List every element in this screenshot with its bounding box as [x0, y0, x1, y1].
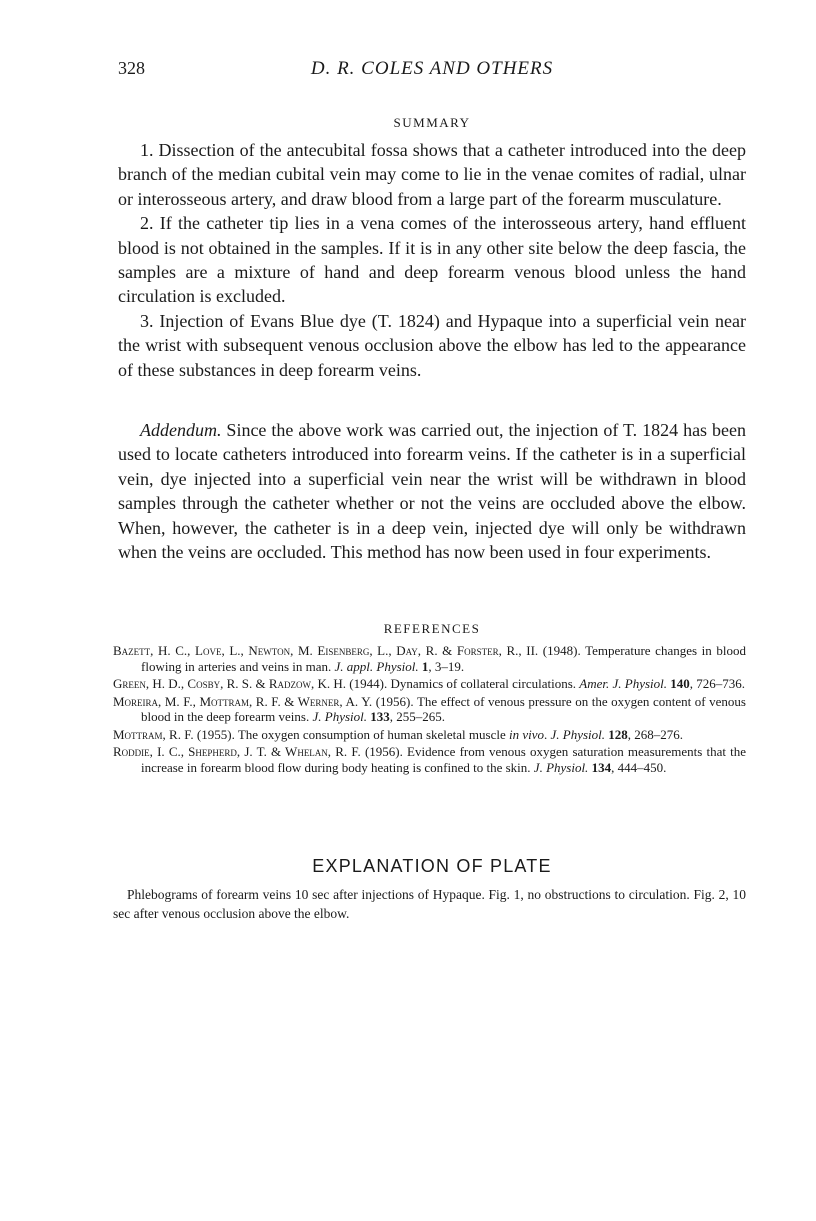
references-heading: REFERENCES	[383, 621, 481, 636]
reference-authors: Green, H. D., Cosby, R. S. & Radzow, K. H.	[113, 676, 347, 691]
reference-year: (1955).	[193, 726, 238, 742]
running-head: D. R. COLES AND OTHERS	[310, 58, 554, 79]
reference-item	[113, 676, 746, 692]
addendum-lead: Addendum.	[140, 420, 222, 440]
summary-item: 2. If the catheter tip lies in a vena comes of the interosseous artery, hand effluent blood is not obtained in the samples. If it is in any other site below the deep fascia, the samples are a mixture of hand and deep forearm venous blood unless the hand circulation is excluded.	[118, 213, 746, 307]
reference-volume: 1	[418, 658, 429, 674]
reference-journal: J. Physiol.	[533, 759, 589, 775]
summary-item: 1. Dissection of the antecubital fossa shows that a catheter introduced into the deep branch of the median cubital vein may come to lie in the venae comites of radial, ulnar or interosseous artery, and draw blood from a large part of the forearm musculature.	[118, 140, 746, 209]
reference-journal: J. Physiol.	[550, 726, 606, 742]
reference-journal: J. Physiol.	[312, 709, 367, 724]
reference-title: Temperature changes in blood flowing in arteries and veins in man.	[141, 643, 746, 674]
references-list	[113, 643, 746, 777]
reference-title: Dynamics of collateral circulations.	[390, 676, 580, 691]
reference-year: (1944).	[346, 676, 391, 691]
reference-authors: Bazett, H. C., Love, L., Newton, M. Eisenberg, L., Day, R. & Forster, R., II.	[113, 643, 539, 658]
reference-title-end: .	[544, 726, 551, 742]
addendum-text: Since the above work was carried out, the injection of T. 1824 has been used to locate catheters introduced into forearm veins. If the catheter is in a superficial vein, dye injected into a superficial vein near the wrist will be withdrawn in blood samples through the catheter whether or not the veins are occluded above the elbow. When, however, the catheter is in a deep vein, injected dye will only be withdrawn when the veins are occluded. This method has now been used in four experiments.	[118, 420, 746, 563]
reference-item	[113, 694, 746, 725]
reference-volume: 134	[588, 759, 612, 775]
reference-journal: Amer. J. Physiol.	[579, 676, 667, 691]
reference-title: The oxygen consumption of human skeletal muscle	[237, 726, 509, 742]
reference-year: (1956).	[360, 744, 408, 759]
page-number: 328	[118, 58, 145, 78]
summary-heading: SUMMARY	[393, 115, 471, 130]
reference-volume: 140	[667, 676, 690, 691]
page-header	[118, 58, 746, 84]
reference-title: The effect of venous pressure on the oxygen content of venous blood in the deep forearm veins.	[141, 693, 746, 724]
reference-item	[113, 643, 746, 674]
reference-pages: , 268–276.	[627, 726, 684, 742]
reference-item	[113, 727, 746, 743]
reference-year: (1948).	[538, 643, 586, 658]
reference-authors: Mottram, R. F.	[113, 726, 194, 742]
reference-pages: , 726–736.	[689, 676, 745, 691]
reference-journal: J. appl. Physiol.	[334, 658, 419, 674]
reference-year: (1956).	[372, 693, 417, 709]
reference-pages: , 255–265.	[389, 709, 445, 724]
summary-section	[118, 138, 746, 382]
summary-item: 3. Injection of Evans Blue dye (T. 1824) and Hypaque into a superficial vein near the wrist with subsequent venous occlusion above the elbow has led to the appearance of these substances in deep forearm veins.	[118, 310, 746, 380]
plate-heading: EXPLANATION OF PLATE	[312, 856, 552, 876]
reference-authors: Roddie, I. C., Shepherd, J. T. & Whelan, R. F.	[113, 744, 361, 759]
reference-title: Evidence from venous oxygen saturation measurements that the increase in forearm blood flow during body heating is confined to the skin.	[141, 744, 747, 775]
reference-pages: , 3–19.	[428, 658, 465, 674]
reference-volume: 128	[605, 726, 628, 742]
reference-authors: Moreira, M. F., Mottram, R. F. & Werner, A. Y.	[113, 693, 373, 709]
plate-caption: Phlebograms of forearm veins 10 sec after injections of Hypaque. Fig. 1, no obstructions to circulation. Fig. 2, 10 sec after venous occlusion above the elbow.	[113, 887, 746, 921]
reference-volume: 133	[367, 709, 390, 724]
reference-pages: , 444–450.	[611, 759, 667, 775]
addendum-paragraph	[118, 418, 746, 564]
reference-title-italic: in vivo	[509, 726, 545, 742]
reference-item	[113, 744, 746, 775]
